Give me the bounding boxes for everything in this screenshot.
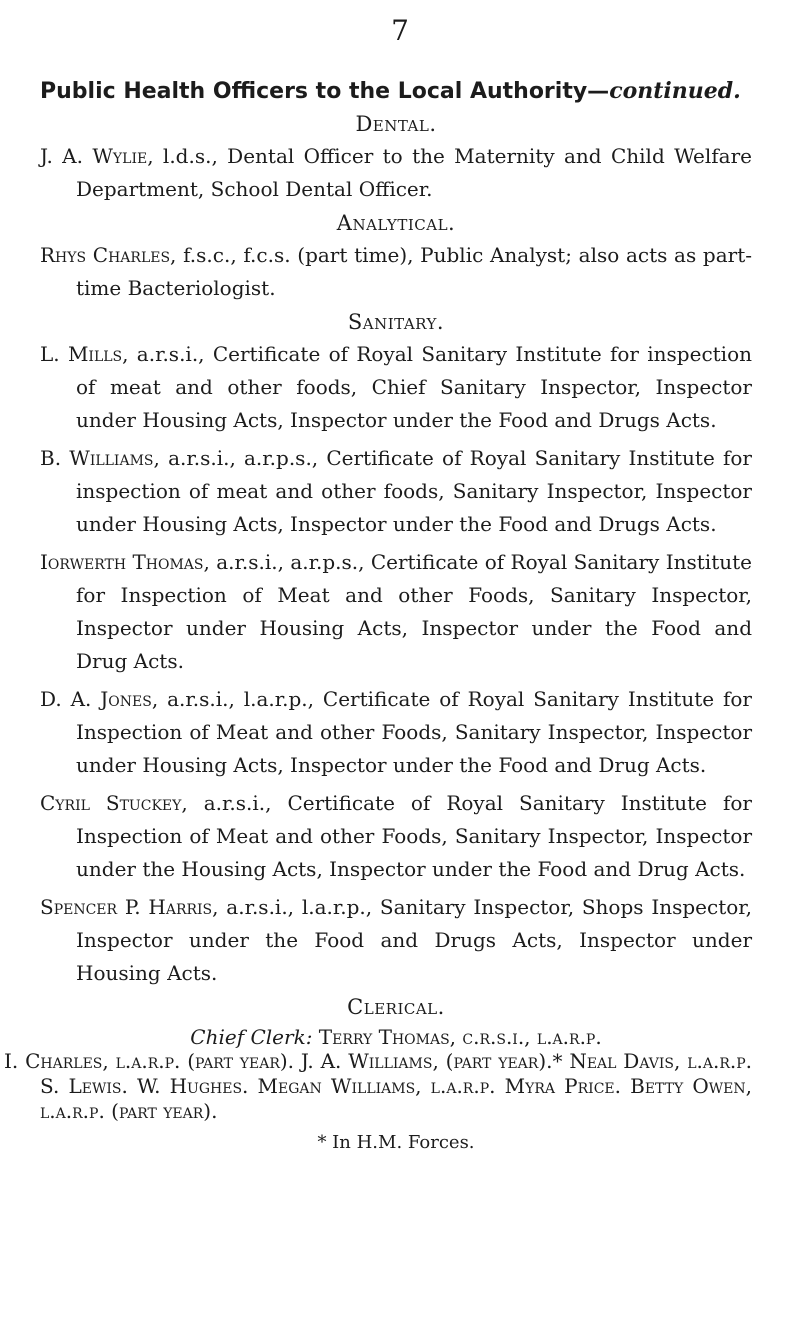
title-main: Public Health Officers to the Local Authority—	[40, 79, 610, 104]
officer-details: a.r.s.i., l.a.r.p., Certificate of Royal Sanitary Institute for Inspection of Meat and other Foods, Sanitary Inspector, Inspector under Housing Acts, Inspector under the Food and Drug Acts.	[76, 687, 752, 777]
document-body	[4, 78, 753, 1153]
officer-details: f.s.c., f.c.s. (part time), Public Analyst; also acts as part-time Bacteriologist.	[76, 243, 753, 300]
section-heading-dental: Dental.	[355, 112, 437, 136]
officer-entry	[40, 683, 752, 782]
officer-name: D. A. Jones,	[40, 687, 159, 711]
footnote: * In H.M. Forces.	[317, 1132, 475, 1153]
section-heading-clerical: Clerical.	[347, 995, 445, 1019]
officer-name: Rhys Charles,	[40, 243, 177, 267]
chief-clerk-line	[40, 1025, 752, 1049]
officer-entry	[40, 787, 752, 886]
officer-details: l.d.s., Dental Officer to the Maternity and Child Welfare Department, School Dental Officer.	[76, 144, 752, 201]
officer-entry	[40, 891, 752, 990]
officer-entry	[40, 442, 752, 541]
officer-entry	[40, 546, 752, 678]
officer-name: B. Williams,	[40, 446, 160, 470]
officer-entry	[40, 239, 752, 305]
officer-details: a.r.s.i., a.r.p.s., Certificate of Royal Sanitary Institute for inspection of meat and other foods, Sanitary Inspector, Inspector under Housing Acts, Inspector under the Food and Drugs Acts.	[76, 446, 752, 536]
section-heading-analytical: Analytical.	[336, 211, 456, 235]
officer-name: Iorwerth Thomas,	[40, 550, 210, 574]
title-continued: continued.	[609, 78, 741, 104]
officer-name: Spencer P. Harris,	[40, 895, 219, 919]
officer-entry	[40, 140, 752, 206]
section-heading-sanitary: Sanitary.	[347, 310, 445, 334]
officer-name: Cyril Stuckey,	[40, 791, 188, 815]
page-title	[40, 78, 752, 104]
clerical-staff-list: I. Charles, l.a.r.p. (part year). J. A. Williams, (part year).* Neal Davis, l.a.r.p. S. Lewis. W. Hughes. Megan Williams, l.a.r.p. Myra Price. Betty Owen, l.a.r.p. (part year).	[4, 1049, 752, 1123]
officer-details: a.r.s.i., Certificate of Royal Sanitary Institute for Inspection of Meat and other Foods, Sanitary Inspector, Inspector under the Housing Acts, Inspector under the Food and Drug Acts.	[76, 791, 752, 881]
officer-name: L. Mills,	[40, 342, 129, 366]
officer-entry	[40, 338, 752, 437]
chief-clerk-label: Chief Clerk:	[190, 1025, 313, 1049]
officer-details: a.r.s.i., a.r.p.s., Certificate of Royal Sanitary Institute for Inspection of Meat and other Foods, Sanitary Inspector, Inspector under Housing Acts, Inspector under the Food and Drug Acts.	[76, 550, 752, 673]
officer-details: a.r.s.i., l.a.r.p., Sanitary Inspector, Shops Inspector, Inspector under the Food and Drugs Acts, Inspector under Housing Acts.	[76, 895, 753, 985]
chief-clerk-name: Terry Thomas, c.r.s.i., l.a.r.p.	[312, 1025, 602, 1049]
officer-name: J. A. Wylie,	[40, 144, 154, 168]
page-number: 7	[391, 14, 409, 47]
officer-details: a.r.s.i., Certificate of Royal Sanitary Institute for inspection of meat and other foods, Chief Sanitary Inspector, Inspector under Housing Acts, Inspector under the Food and Drugs Acts.	[76, 342, 753, 432]
